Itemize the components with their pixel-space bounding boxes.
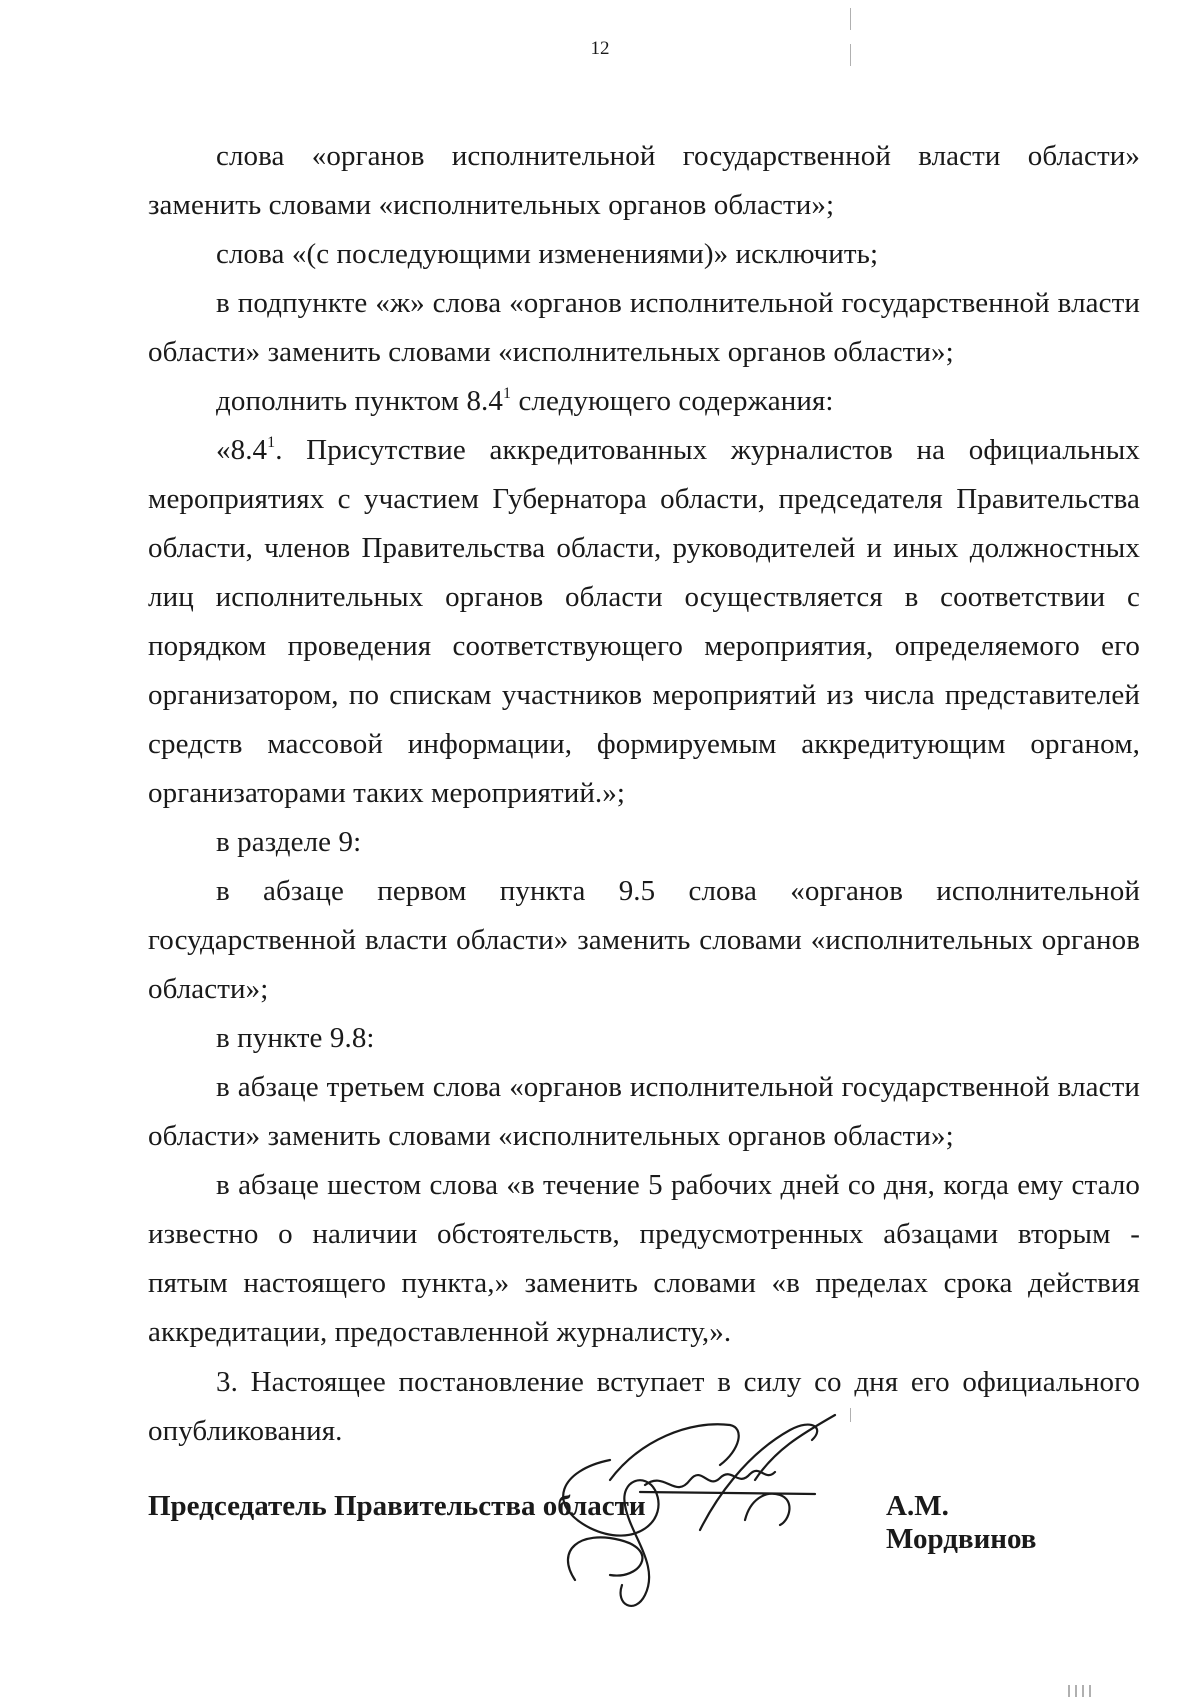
paragraph: слова «органов исполнительной государственной власти области» заменить словами «исполнительных органов области»; [148, 140, 1140, 221]
paragraph [148, 426, 1140, 818]
scan-artifact [1082, 1685, 1084, 1697]
signatory-title: Председатель Правительства области [148, 1490, 646, 1522]
page-number: 12 [590, 38, 610, 59]
paragraph [148, 377, 1140, 426]
paragraph-text: . Присутствие аккредитованных журналистов на официальных мероприятиях с участием Губернатора области, председателя Правительства области, членов Правительства области, руководителей и иных должностных лиц исполнительных органов области осуществляется в соответствии с порядком проведения соответствующего мероприятия, определяемого его организатором, по спискам участников мероприятий из числа представителей средств массовой информации, формируемым аккредитующим органом, организаторами таких мероприятий.»; [148, 434, 1140, 809]
superscript: 1 [503, 385, 512, 402]
paragraph: в пункте 9.8: [216, 1022, 375, 1054]
scan-artifact [850, 1408, 851, 1422]
paragraph: в разделе 9: [216, 826, 362, 858]
scan-artifact [850, 8, 851, 30]
paragraph: слова «(с последующими изменениями)» исключить; [216, 238, 879, 270]
paragraph-text: «8.4 [216, 434, 268, 466]
paragraph-text: дополнить пунктом 8.4 [216, 385, 503, 417]
scan-artifact [1089, 1685, 1091, 1697]
paragraph: в абзаце третьем слова «органов исполнительной государственной власти области» заменить словами «исполнительных органов области»; [148, 1071, 1140, 1152]
paragraph: в подпункте «ж» слова «органов исполнительной государственной власти области» заменить словами «исполнительных органов области»; [148, 287, 1140, 368]
paragraph-text: следующего содержания: [511, 385, 834, 417]
paragraph: в абзаце шестом слова «в течение 5 рабочих дней со дня, когда ему стало известно о наличии обстоятельств, предусмотренных абзацами вторым - пятым настоящего пункта,» заменить словами «в пределах срока действия аккредитации, предоставленной журналисту,». [148, 1169, 1140, 1348]
paragraph: в абзаце первом пункта 9.5 слова «органов исполнительной государственной власти области» заменить словами «исполнительных органов области»; [148, 875, 1140, 1005]
superscript: 1 [267, 434, 276, 451]
scan-artifact [1068, 1685, 1070, 1697]
scan-artifact [1075, 1685, 1077, 1697]
document-body [148, 132, 1140, 1456]
scan-artifact [850, 44, 851, 66]
signatory-name: А.М. Мордвинов [886, 1490, 1037, 1555]
paragraph: 3. Настоящее постановление вступает в силу со дня его официального опубликования. [148, 1366, 1140, 1447]
